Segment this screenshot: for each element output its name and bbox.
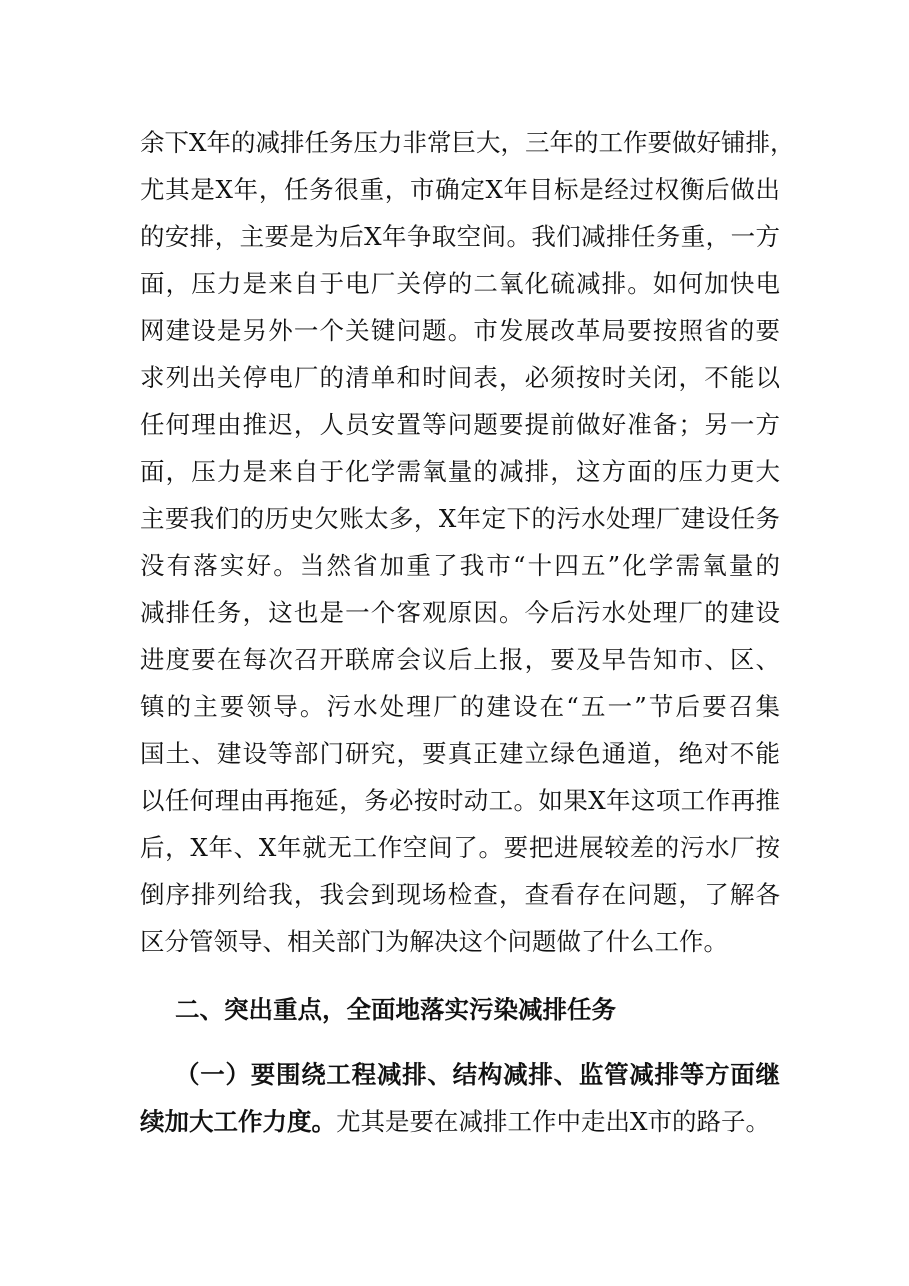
paragraph-line-12: 进度要在每次召开联席会议后上报，要及早告知市、区、	[140, 645, 780, 674]
subsection-line-2	[140, 1102, 780, 1142]
paragraph-line-4: 面，压力是来自于电厂关停的二氧化硫减排。如何加快电	[140, 269, 780, 298]
paragraph-line-9: 主要我们的历史欠账太多，X年定下的污水处理厂建设任务	[140, 504, 780, 533]
paragraph-line-15: 以任何理由再拖延，务必按时动工。如果X年这项工作再推	[140, 786, 780, 815]
subsection-body-text: 尤其是要在减排工作中走出X市的路子。	[336, 1107, 770, 1136]
paragraph-line-2: 尤其是X年，任务很重，市确定X年目标是经过权衡后做出	[140, 175, 780, 204]
paragraph-line-5: 网建设是另外一个关键问题。市发展改革局要按照省的要	[140, 316, 780, 345]
paragraph-line-6: 求列出关停电厂的清单和时间表，必须按时关闭，不能以	[140, 363, 780, 392]
paragraph-line-8: 面，压力是来自于化学需氧量的减排，这方面的压力更大	[140, 457, 780, 486]
subsection-line-1	[140, 1055, 780, 1095]
subsection-title-part-2: 续加大工作力度。	[140, 1107, 336, 1136]
paragraph-line-10: 没有落实好。当然省加重了我市“十四五”化学需氧量的	[140, 551, 780, 580]
paragraph-line-16: 后，X年、X年就无工作空间了。要把进展较差的污水厂按	[140, 833, 780, 862]
paragraph-line-7: 任何理由推迟，人员安置等问题要提前做好准备；另一方	[140, 410, 780, 439]
subsection-title-part-1: （一）要围绕工程减排、结构减排、监管减排等方面继	[175, 1060, 780, 1089]
paragraph-line-1: 余下X年的减排任务压力非常巨大，三年的工作要做好铺排，	[140, 128, 795, 157]
paragraph-line-17: 倒序排列给我，我会到现场检查，查看存在问题，了解各	[140, 880, 780, 909]
paragraph-line-11: 减排任务，这也是一个客观原因。今后污水处理厂的建设	[140, 598, 780, 627]
paragraph-line-13: 镇的主要领导。污水处理厂的建设在“五一”节后要召集	[140, 692, 780, 721]
paragraph-line-18: 区分管领导、相关部门为解决这个问题做了什么工作。	[140, 927, 728, 956]
section-heading: 二、突出重点，全面地落实污染减排任务	[175, 995, 616, 1024]
paragraph-line-3: 的安排，主要是为后X年争取空间。我们减排任务重，一方	[140, 222, 780, 251]
paragraph-line-14: 国土、建设等部门研究，要真正建立绿色通道，绝对不能	[140, 739, 780, 768]
